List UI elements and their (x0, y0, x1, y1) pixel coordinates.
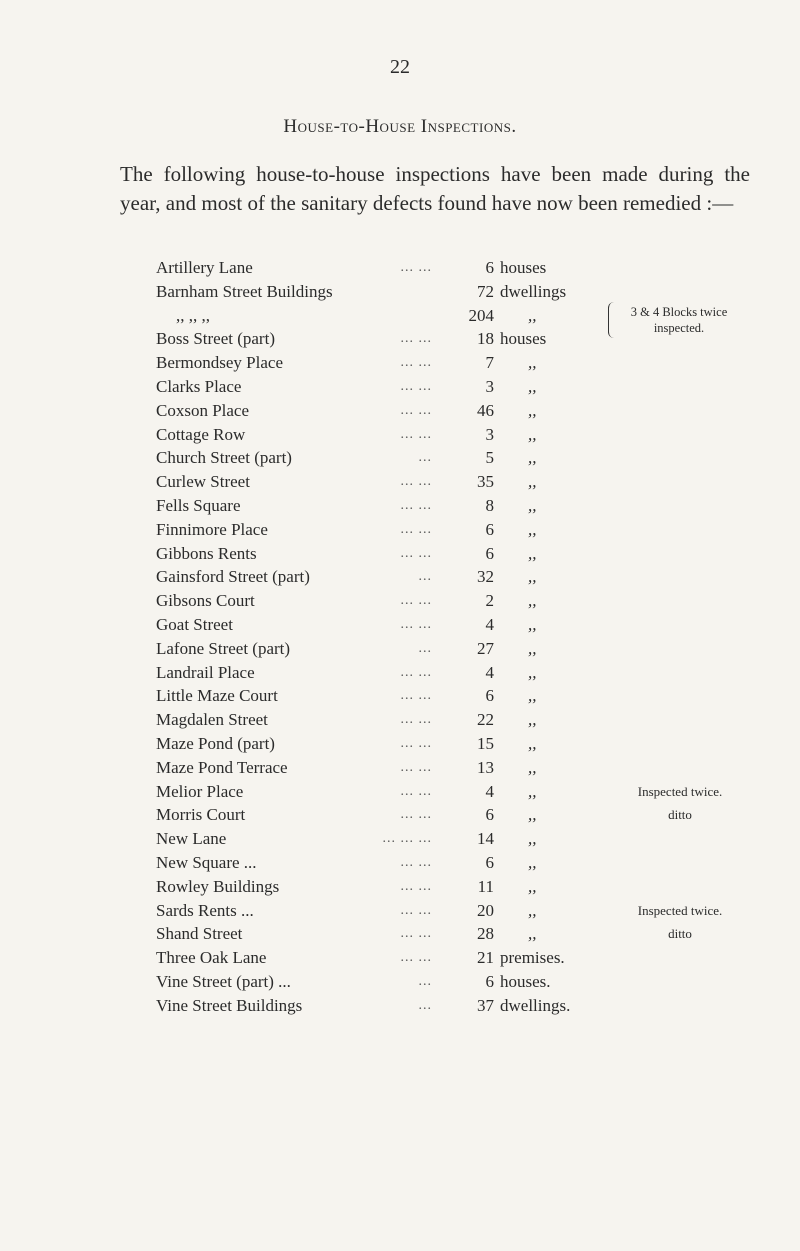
table-row (0, 851, 800, 875)
street-name: Morris Court (156, 805, 246, 825)
count-value: 6 (485, 543, 494, 563)
table-row (0, 827, 800, 851)
count-value: 8 (485, 495, 494, 515)
street-name: Three Oak Lane (156, 948, 267, 968)
count-value: 28 (477, 924, 494, 944)
leader-dots: ... ... (400, 402, 432, 418)
count-value: 22 (477, 710, 494, 730)
count-value: 3 (485, 424, 494, 444)
count-value: 37 (477, 995, 494, 1015)
unit-label: ,, (528, 900, 537, 920)
unit-label: ,, (528, 567, 537, 587)
leader-dots: ... ... (400, 260, 432, 275)
table-row (0, 399, 800, 423)
table-row (0, 708, 800, 732)
leader-dots: ... (418, 973, 432, 989)
table-row (0, 922, 800, 946)
count-value: 72 (477, 281, 494, 301)
unit-label: ,, (528, 495, 537, 515)
count-value: 11 (477, 876, 494, 896)
count-value: 4 (485, 662, 494, 682)
table-row (0, 304, 800, 328)
leader-dots: ... ... (400, 688, 432, 704)
leader-dots: ... (418, 569, 432, 585)
count-value: 15 (477, 733, 494, 753)
page-heading: House-to-House Inspections. (283, 116, 517, 137)
count-value: 3 (485, 376, 494, 396)
count-value: 6 (485, 805, 494, 825)
count-value: 32 (477, 567, 494, 587)
unit-label: ,, (528, 400, 537, 420)
unit-label: houses (500, 329, 547, 349)
row-note: ditto (668, 807, 692, 823)
count-value: 7 (485, 353, 494, 373)
leader-dots: ... (418, 450, 432, 466)
table-row (0, 780, 800, 804)
table-row (0, 684, 800, 708)
table-row (0, 899, 800, 923)
street-name: Rowley Buildings (156, 876, 280, 896)
leader-dots: ... ... (400, 545, 432, 561)
street-name: Melior Place (156, 781, 244, 801)
table-row (0, 803, 800, 827)
unit-label: ,, (528, 924, 537, 944)
unit-label: ,, (528, 710, 537, 730)
table-row (0, 661, 800, 685)
unit-label: ,, (528, 662, 537, 682)
table-row (0, 613, 800, 637)
street-name: Gibbons Rents (156, 543, 257, 563)
table-row (0, 542, 800, 566)
unit-label: ,, (528, 305, 537, 325)
leader-dots: ... ... (400, 950, 432, 966)
brace-note: 3 & 4 Blocks twice inspected. (630, 305, 728, 335)
unit-label: ,, (528, 876, 537, 896)
unit-label: dwellings (500, 281, 567, 301)
street-name: Church Street (part) (156, 448, 292, 468)
count-value: 5 (485, 448, 494, 468)
leader-dots: ... ... (400, 521, 432, 537)
unit-label: houses. (500, 971, 551, 991)
street-name: New Square ... (156, 852, 257, 872)
leader-dots: ... ... (400, 355, 432, 371)
unit-label: ,, (528, 686, 537, 706)
count-value: 4 (485, 781, 494, 801)
leader-dots: ... ... (400, 712, 432, 728)
unit-label: ,, (528, 757, 537, 777)
table-row (0, 518, 800, 542)
leader-dots: ... ... (400, 759, 432, 775)
leader-dots: ... (418, 640, 432, 656)
unit-label: ,, (528, 376, 537, 396)
leader-dots: ... ... (400, 426, 432, 442)
leader-dots: ... ... (400, 735, 432, 751)
street-name: Maze Pond Terrace (156, 757, 288, 777)
street-name: Cottage Row (156, 424, 246, 444)
inspection-list (0, 256, 800, 1018)
table-row (0, 446, 800, 470)
leader-dots: ... ... (400, 854, 432, 870)
row-note: Inspected twice. (637, 902, 723, 918)
table-row (0, 280, 800, 304)
leader-dots: ... ... (400, 878, 432, 894)
table-row (0, 351, 800, 375)
street-name: Maze Pond (part) (156, 733, 275, 753)
table-row (0, 732, 800, 756)
unit-label: ,, (528, 543, 537, 563)
street-name: Bermondsey Place (156, 353, 283, 373)
row-note: Inspected twice. (637, 783, 723, 799)
table-row (0, 946, 800, 970)
leader-dots: ... ... (400, 664, 432, 680)
street-name: Vine Street Buildings (156, 995, 303, 1015)
unit-label: dwellings. (500, 995, 571, 1015)
page-number: 22 (390, 56, 410, 78)
table-row (0, 970, 800, 994)
leader-dots: ... ... (400, 783, 432, 799)
table-row (0, 375, 800, 399)
street-name: Little Maze Court (156, 686, 278, 706)
street-name: ,, ,, ,, (176, 305, 210, 325)
count-value: 6 (485, 258, 494, 277)
street-name: Shand Street (156, 924, 243, 944)
street-name: Gibsons Court (156, 591, 255, 611)
table-row (0, 589, 800, 613)
unit-label: ,, (528, 805, 537, 825)
street-name: Vine Street (part) ... (156, 971, 291, 991)
table-row (0, 756, 800, 780)
count-value: 20 (477, 900, 494, 920)
table-row (0, 875, 800, 899)
unit-label: ,, (528, 472, 537, 492)
street-name: Landrail Place (156, 662, 255, 682)
leader-dots: ... ... (400, 331, 432, 347)
table-row (0, 994, 800, 1018)
unit-label: houses (500, 258, 547, 277)
leader-dots: ... ... (400, 497, 432, 513)
table-row (0, 565, 800, 589)
count-value: 14 (477, 829, 494, 849)
table-row (0, 423, 800, 447)
table-row (0, 637, 800, 661)
street-name: Sards Rents ... (156, 900, 254, 920)
street-name: Barnham Street Buildings (156, 281, 333, 301)
count-value: 35 (477, 472, 494, 492)
unit-label: ,, (528, 591, 537, 611)
table-row (0, 327, 800, 351)
leader-dots: ... ... (400, 926, 432, 942)
count-value: 13 (477, 757, 494, 777)
leader-dots: ... ... ... (382, 831, 432, 847)
leader-dots: ... (418, 997, 432, 1013)
street-name: Fells Square (156, 495, 241, 515)
count-value: 204 (468, 305, 494, 325)
leader-dots: ... ... (400, 593, 432, 609)
unit-label: premises. (500, 948, 565, 968)
unit-label: ,, (528, 353, 537, 373)
leader-dots: ... ... (400, 378, 432, 394)
unit-label: ,, (528, 852, 537, 872)
count-value: 6 (485, 686, 494, 706)
count-value: 6 (485, 852, 494, 872)
count-value: 46 (477, 400, 494, 420)
table-row (0, 256, 800, 280)
unit-label: ,, (528, 448, 537, 468)
street-name: Goat Street (156, 614, 233, 634)
count-value: 21 (477, 948, 494, 968)
unit-label: ,, (528, 519, 537, 539)
unit-label: ,, (528, 614, 537, 634)
unit-label: ,, (528, 733, 537, 753)
unit-label: ,, (528, 829, 537, 849)
count-value: 2 (485, 591, 494, 611)
unit-label: ,, (528, 638, 537, 658)
leader-dots: ... ... (400, 902, 432, 918)
unit-label: ,, (528, 424, 537, 444)
street-name: Artillery Lane (156, 258, 253, 277)
street-name: Magdalen Street (156, 710, 268, 730)
count-value: 4 (485, 614, 494, 634)
table-row (0, 494, 800, 518)
leader-dots: ... ... (400, 807, 432, 823)
street-name: Boss Street (part) (156, 329, 275, 349)
intro-paragraph: The following house-to-house inspections have been made during the year, and most of the sanitary defects found have now been remedied :— (120, 162, 750, 215)
street-name: Lafone Street (part) (156, 638, 291, 658)
street-name: Coxson Place (156, 400, 250, 420)
table-row (0, 470, 800, 494)
count-value: 18 (477, 329, 494, 349)
unit-label: ,, (528, 781, 537, 801)
count-value: 6 (485, 519, 494, 539)
count-value: 27 (477, 638, 494, 658)
leader-dots: ... ... (400, 474, 432, 490)
street-name: Finnimore Place (156, 519, 268, 539)
street-name: Curlew Street (156, 472, 250, 492)
row-note: ditto (668, 926, 692, 942)
count-value: 6 (485, 971, 494, 991)
leader-dots: ... ... (400, 616, 432, 632)
street-name: Gainsford Street (part) (156, 567, 310, 587)
street-name: New Lane (156, 829, 227, 849)
street-name: Clarks Place (156, 376, 242, 396)
